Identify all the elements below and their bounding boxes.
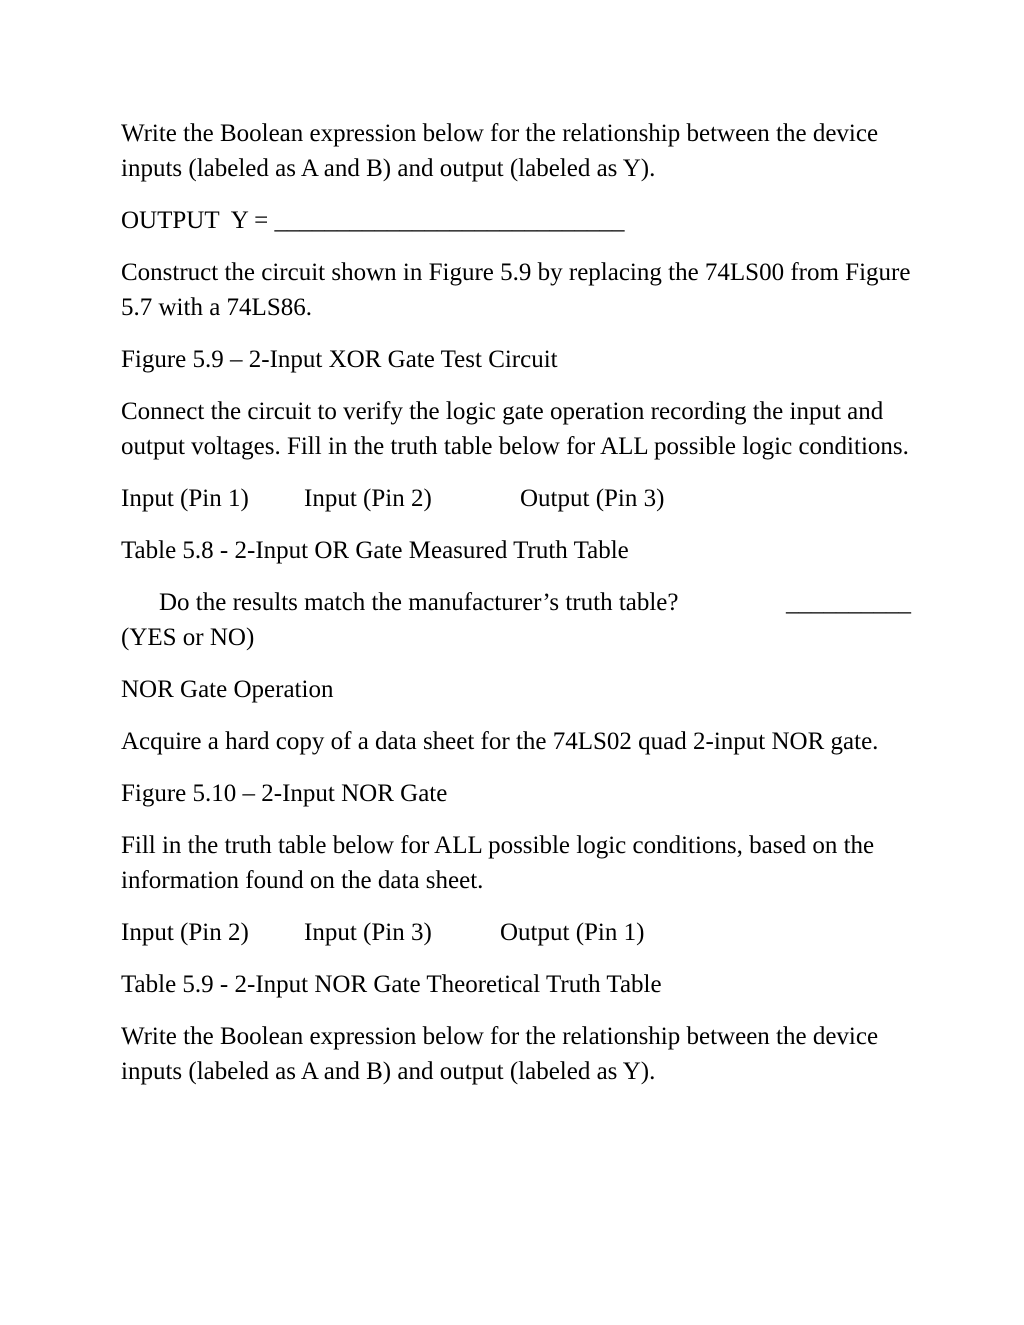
instruction-acquire-datasheet: Acquire a hard copy of a data sheet for the 74LS02 quad 2-input NOR gate.	[121, 728, 879, 755]
instruction-fill-truth-table: Fill in the truth table below for ALL possible logic conditions, based on the information found on the data sheet.	[121, 832, 875, 894]
answer-choices: (YES or NO)	[121, 624, 255, 651]
truth-table-5-8-header	[121, 481, 911, 516]
question-text: Do the results match the manufacturer’s truth table?	[159, 589, 679, 616]
table-caption-5-8: Table 5.8 - 2-Input OR Gate Measured Truth Table	[121, 537, 629, 564]
answer-blank: __________	[786, 589, 911, 616]
table-header-cell: Output (Pin 3)	[520, 485, 665, 512]
output-expression-line: OUTPUT Y = ____________________________	[121, 207, 625, 234]
instruction-construct-circuit: Construct the circuit shown in Figure 5.9 by replacing the 74LS00 from Figure 5.7 with a 74LS86.	[121, 259, 911, 321]
table-caption-5-9: Table 5.9 - 2-Input NOR Gate Theoretical Truth Table	[121, 971, 662, 998]
instruction-boolean-expression: Write the Boolean expression below for the relationship between the device inputs (labeled as A and B) and output (labeled as Y).	[121, 120, 879, 182]
truth-table-5-9-header	[121, 915, 911, 950]
figure-caption-5-10: Figure 5.10 – 2-Input NOR Gate	[121, 780, 448, 807]
table-header-cell: Output (Pin 1)	[500, 919, 645, 946]
section-heading-nor: NOR Gate Operation	[121, 676, 334, 703]
document-page	[121, 116, 911, 1106]
figure-caption-5-9: Figure 5.9 – 2-Input XOR Gate Test Circuit	[121, 346, 558, 373]
table-header-cell: Input (Pin 1)	[121, 485, 249, 512]
manufacturer-match-question	[121, 585, 911, 655]
instruction-boolean-expression-nor: Write the Boolean expression below for the relationship between the device inputs (labeled as A and B) and output (labeled as Y).	[121, 1023, 879, 1085]
table-header-cell: Input (Pin 2)	[304, 485, 432, 512]
table-header-cell: Input (Pin 2)	[121, 919, 249, 946]
instruction-connect-circuit: Connect the circuit to verify the logic gate operation recording the input and output voltages. Fill in the truth table below for ALL possible logic conditions.	[121, 398, 909, 460]
table-header-cell: Input (Pin 3)	[304, 919, 432, 946]
